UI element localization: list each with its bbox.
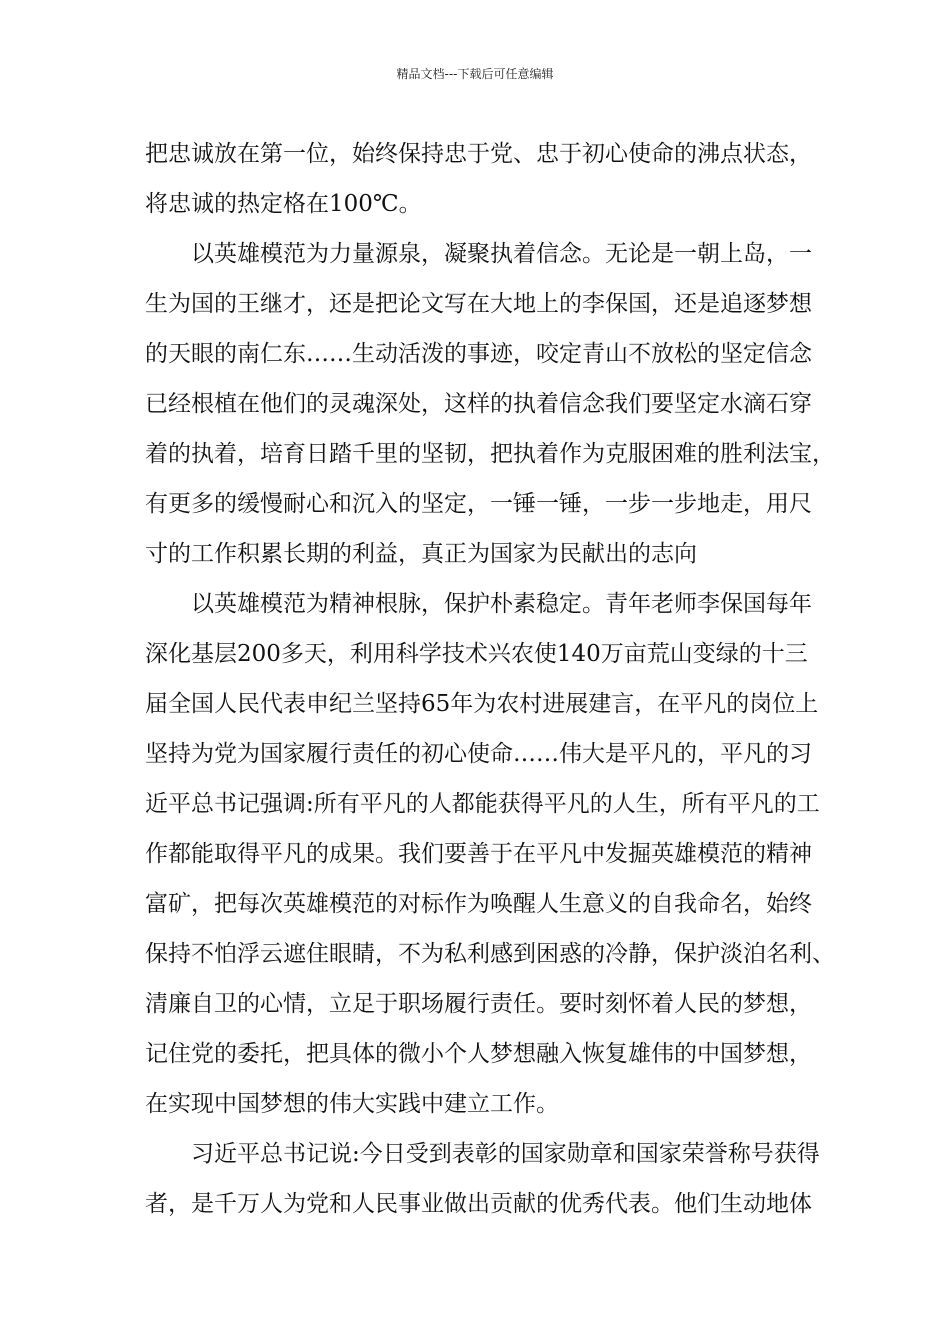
text-line: 有更多的缓慢耐心和沉入的坚定，一锤一锤，一步一步地走，用尺 bbox=[145, 491, 812, 517]
text-line: 坚持为党为国家履行责任的初心使命……伟大是平凡的，平凡的习 bbox=[145, 741, 812, 767]
text-line: 将忠诚的热定格在100℃。 bbox=[145, 191, 422, 217]
text-line: 近平总书记强调:所有平凡的人都能获得平凡的人生，所有平凡的工 bbox=[145, 791, 820, 817]
paragraph-start-line: 习近平总书记说:今日受到表彰的国家勋章和国家荣誉称号获得 bbox=[191, 1141, 820, 1167]
text-line: 的天眼的南仁东……生动活泼的事迹，咬定青山不放松的坚定信念 bbox=[145, 341, 812, 367]
text-line: 清廉自卫的心情，立足于职场履行责任。要时刻怀着人民的梦想， bbox=[145, 991, 812, 1017]
text-line: 已经根植在他们的灵魂深处，这样的执着信念我们要坚定水滴石穿 bbox=[145, 391, 812, 417]
text-line: 保持不怕浮云遮住眼睛，不为私利感到困惑的冷静，保护淡泊名利、 bbox=[145, 941, 835, 967]
body-text bbox=[145, 129, 835, 1229]
text-line: 寸的工作积累长期的利益，真正为国家为民献出的志向 bbox=[145, 541, 697, 567]
paragraph-start-line: 以英雄模范为力量源泉，凝聚执着信念。无论是一朝上岛，一 bbox=[191, 241, 812, 267]
text-line: 在实现中国梦想的伟大实践中建立工作。 bbox=[145, 1091, 559, 1117]
text-line: 深化基层200多天，利用科学技术兴农使140万亩荒山变绿的十三 bbox=[145, 641, 808, 667]
paragraph-start-line: 以英雄模范为精神根脉，保护朴素稳定。青年老师李保国每年 bbox=[191, 591, 812, 617]
text-line: 富矿，把每次英雄模范的对标作为唤醒人生意义的自我命名，始终 bbox=[145, 891, 812, 917]
text-line: 生为国的王继才，还是把论文写在大地上的李保国，还是追逐梦想 bbox=[145, 291, 812, 317]
text-line: 届全国人民代表申纪兰坚持65年为农村进展建言，在平凡的岗位上 bbox=[145, 691, 819, 717]
text-line: 把忠诚放在第一位，始终保持忠于党、忠于初心使命的沸点状态， bbox=[145, 141, 812, 167]
text-line: 作都能取得平凡的成果。我们要善于在平凡中发掘英雄模范的精神 bbox=[145, 841, 812, 867]
text-line: 记住党的委托，把具体的微小个人梦想融入恢复雄伟的中国梦想， bbox=[145, 1041, 812, 1067]
page-header: 精品文档---下载后可任意编辑 bbox=[396, 67, 554, 81]
text-line: 者，是千万人为党和人民事业做出贡献的优秀代表。他们生动地体 bbox=[145, 1191, 812, 1217]
text-line: 着的执着，培育日踏千里的坚韧，把执着作为克服困难的胜利法宝， bbox=[145, 441, 835, 467]
